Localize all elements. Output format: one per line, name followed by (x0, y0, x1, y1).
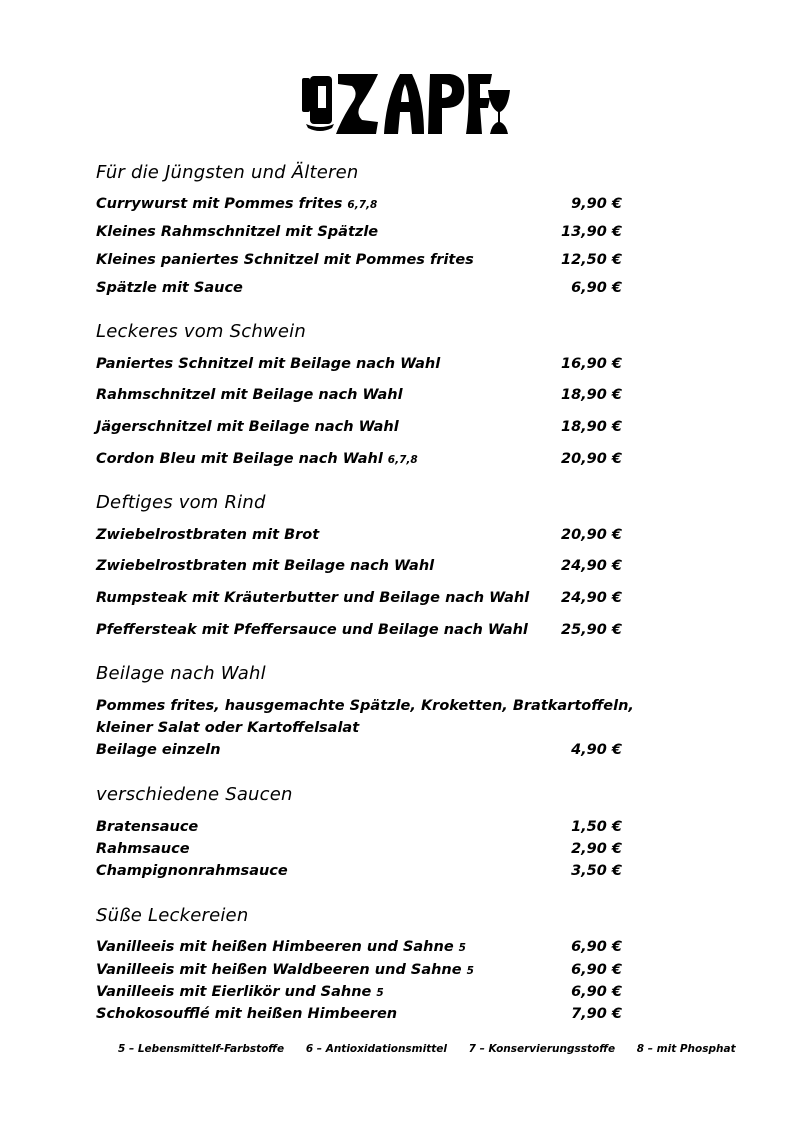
item-name: Paniertes Schnitzel mit Beilage nach Wahl (96, 356, 441, 372)
footnote: 7 – Konservierungsstoffe (468, 1043, 616, 1055)
item-price: 24,90 € (560, 558, 622, 574)
item-name-text: Cordon Bleu mit Beilage nach Wahl (96, 451, 383, 467)
footnote: 8 – mit Phosphat (636, 1043, 736, 1055)
item-name: Champignonrahmsauce (96, 863, 288, 879)
item-name (96, 962, 474, 978)
section-title-pork: Leckeres vom Schwein (96, 321, 306, 342)
item-name-text: Vanilleeis mit Eierlikör und Sahne (96, 984, 372, 1000)
additive-footnotes (118, 1043, 754, 1055)
beer-mug-icon (302, 76, 334, 131)
item-price: 25,90 € (560, 622, 622, 638)
item-additive-note: 6,7,8 (347, 199, 378, 211)
menu-item (96, 590, 626, 610)
menu-item (96, 558, 626, 578)
menu-item (96, 451, 626, 471)
goblet-icon (488, 90, 510, 134)
menu-item (96, 527, 626, 547)
menu-item (96, 841, 626, 861)
item-price: 6,90 € (571, 984, 622, 1000)
menu-item (96, 742, 626, 762)
menu-item (96, 863, 626, 883)
item-additive-note: 6,7,8 (387, 454, 418, 466)
sides-description-line: kleiner Salat oder Kartoffelsalat (96, 720, 360, 736)
item-price: 7,90 € (571, 1006, 622, 1022)
menu-item (96, 962, 626, 982)
item-name: Spätzle mit Sauce (96, 280, 243, 296)
item-price: 12,50 € (560, 252, 622, 268)
menu-item (96, 984, 626, 1004)
item-name (96, 939, 466, 955)
section-title-sides: Beilage nach Wahl (96, 663, 266, 684)
menu-item (96, 356, 626, 376)
item-name: Schokosoufflé mit heißen Himbeeren (96, 1006, 398, 1022)
item-name-text: Vanilleeis mit heißen Himbeeren und Sahne (96, 939, 454, 955)
item-name: Bratensauce (96, 819, 199, 835)
item-name (96, 984, 384, 1000)
sides-description-line: Pommes frites, hausgemachte Spätzle, Kroketten, Bratkartoffeln, (96, 698, 634, 714)
item-price: 18,90 € (560, 419, 622, 435)
menu-item (96, 622, 626, 642)
item-price: 6,90 € (571, 962, 622, 978)
footnote: 5 – Lebensmittelf-Farbstoffe (118, 1043, 285, 1055)
item-name: Pfeffersteak mit Pfeffersauce und Beilage nach Wahl (96, 622, 528, 638)
menu-item (96, 196, 626, 216)
item-price: 1,50 € (571, 819, 622, 835)
item-name-text: Vanilleeis mit heißen Waldbeeren und Sahne (96, 962, 462, 978)
item-price: 2,90 € (571, 841, 622, 857)
item-name: Rahmschnitzel mit Beilage nach Wahl (96, 387, 403, 403)
item-additive-note: 5 (466, 965, 474, 977)
item-price: 20,90 € (560, 527, 622, 543)
item-price: 16,90 € (560, 356, 622, 372)
menu-item (96, 939, 626, 959)
item-name: Jägerschnitzel mit Beilage nach Wahl (96, 419, 399, 435)
section-title-kids: Für die Jüngsten und Älteren (96, 162, 359, 183)
item-name (96, 451, 418, 467)
item-name: Beilage einzeln (96, 742, 221, 758)
item-price: 6,90 € (571, 939, 622, 955)
menu-item (96, 280, 626, 300)
item-name: Zwiebelrostbraten mit Brot (96, 527, 320, 543)
item-name: Kleines Rahmschnitzel mit Spätzle (96, 224, 379, 240)
item-name: Kleines paniertes Schnitzel mit Pommes frites (96, 252, 474, 268)
menu-item (96, 419, 626, 439)
item-name: Rumpsteak mit Kräuterbutter und Beilage nach Wahl (96, 590, 530, 606)
item-price: 20,90 € (560, 451, 622, 467)
menu-item (96, 252, 626, 272)
item-price: 4,90 € (571, 742, 622, 758)
menu-item (96, 387, 626, 407)
section-title-sauces: verschiedene Saucen (96, 784, 293, 805)
item-name: Rahmsauce (96, 841, 190, 857)
menu-item (96, 1006, 626, 1026)
section-title-beef: Deftiges vom Rind (96, 492, 266, 513)
menu-item (96, 224, 626, 244)
item-price: 13,90 € (560, 224, 622, 240)
section-title-desserts: Süße Leckereien (96, 905, 249, 926)
item-name (96, 196, 377, 212)
item-additive-note: 5 (458, 942, 466, 954)
menu-item (96, 819, 626, 839)
item-name-text: Currywurst mit Pommes frites (96, 196, 343, 212)
item-additive-note: 5 (376, 987, 384, 999)
item-price: 24,90 € (560, 590, 622, 606)
zapf-logo (300, 68, 510, 138)
item-price: 9,90 € (571, 196, 622, 212)
item-price: 18,90 € (560, 387, 622, 403)
item-price: 3,50 € (571, 863, 622, 879)
item-price: 6,90 € (571, 280, 622, 296)
item-name: Zwiebelrostbraten mit Beilage nach Wahl (96, 558, 435, 574)
footnote: 6 – Antioxidationsmittel (305, 1043, 447, 1055)
